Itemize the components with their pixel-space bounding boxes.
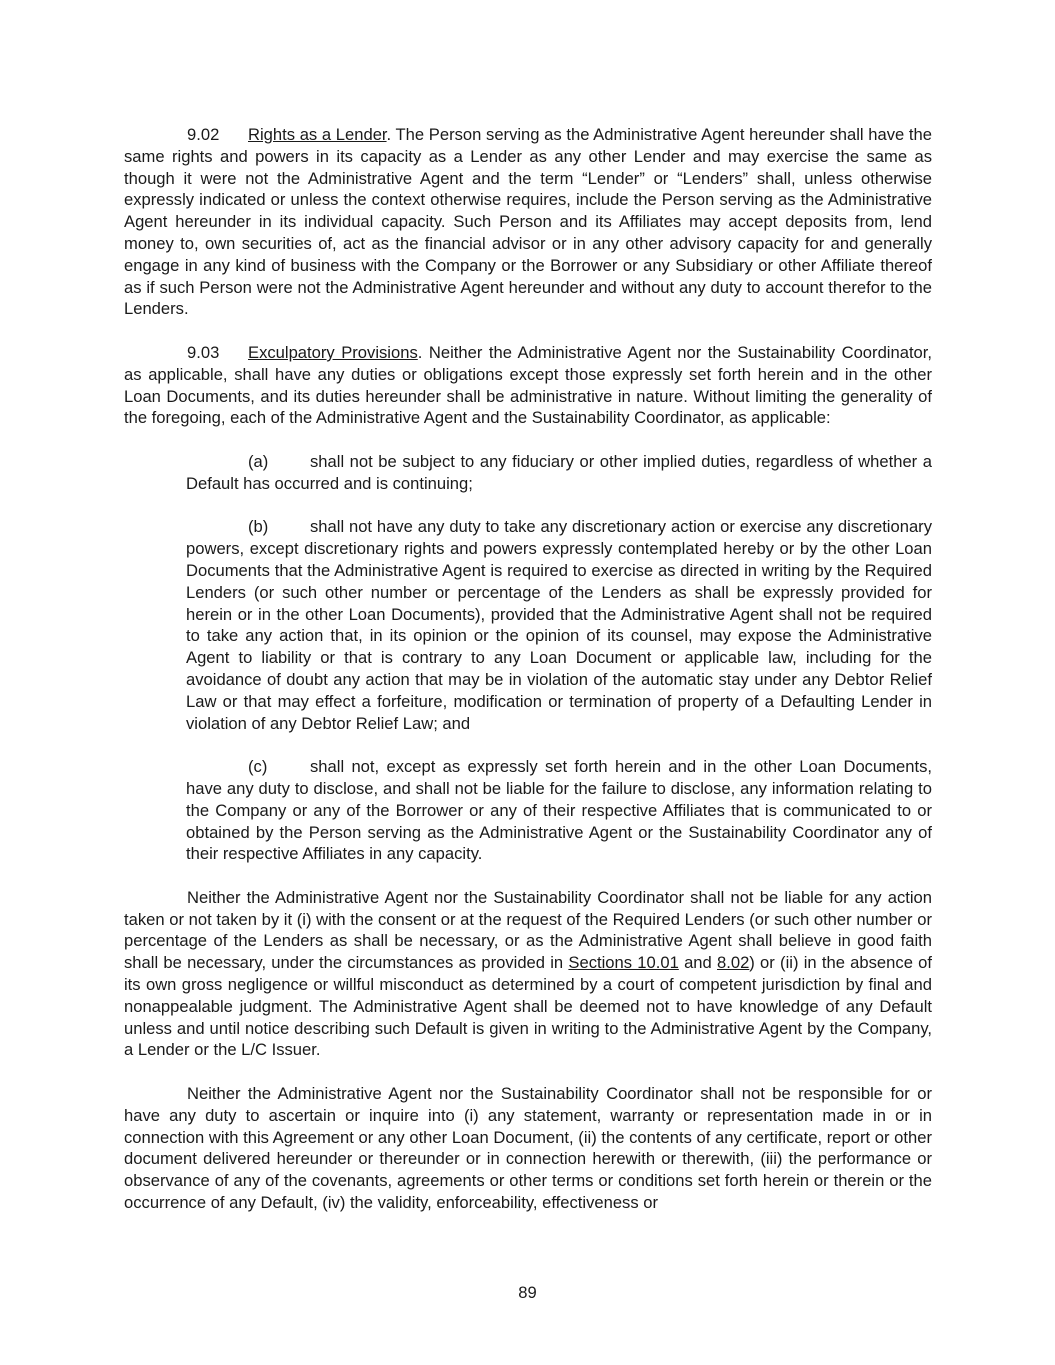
clause-c [186, 756, 932, 865]
paragraph-text: Neither the Administrative Agent nor the Sustainability Coordinator shall not be responsible for or have any duty to ascertain or inquire into (i) any statement, warranty or representation made in or in connection with this Agreement or any other Loan Document, (ii) the contents of any certificate, report or other document delivered hereunder or thereunder or in connection herewith or therewith, (iii) the performance or observance of any of the covenants, agreements or other terms or conditions set forth herein or therein or the occurrence of any Default, (iv) the validity, enforceability, effectiveness or [124, 1084, 932, 1213]
document-body [124, 124, 932, 1236]
responsibility-paragraph [124, 1083, 932, 1214]
section-number: 9.03 [187, 342, 220, 362]
clause-label: (c) [248, 757, 268, 777]
paragraph-text: Neither the Administrative Agent nor the Sustainability Coordinator shall not be liable for any action taken or not taken by it (i) with the consent or at the request of the Required Lenders (or such other number or percentage of the Lenders as shall be necessary, or as the Administrative Agent shall believe in good faith shall be necessary, under the circumstances as provided in [124, 887, 932, 973]
clause-label: (b) [248, 517, 269, 537]
clause-label: (a) [248, 451, 269, 471]
section-9-02-paragraph [124, 124, 932, 320]
section-reference: Sections 10.01 [568, 953, 679, 973]
section-reference: 8.02 [717, 953, 750, 973]
clause-text: shall not have any duty to take any discretionary action or exercise any discretionary powers, except discretionary rights and powers expressly contemplated hereby or by the other Loan Documents that the Administrative Agent is required to exercise as directed in writing by the Required Lenders (or such other number or percentage of the Lenders as shall be expressly provided for herein or in the other Loan Documents), provided that the Administrative Agent shall not be required to take any action that, in its opinion or the opinion of its counsel, may expose the Administrative Agent to liability or that is contrary to any Loan Document or applicable law, including for the avoidance of doubt any action that may be in violation of the automatic stay under any Debtor Relief Law or that may effect a forfeiture, modification or termination of property of a Defaulting Lender in violation of any Debtor Relief Law; and [186, 517, 932, 733]
liability-paragraph [124, 887, 932, 1061]
section-heading: Exculpatory Provisions [248, 342, 418, 362]
section-number: 9.02 [187, 125, 220, 144]
clause-text: shall not, except as expressly set forth herein and in the other Loan Documents, have any duty to disclose, and shall not be liable for the failure to disclose, any information relating to the Company or any of the Borrower or any of their respective Affiliates that is communicated to or obtained by the Person serving as the Administrative Agent or the Sustainability Coordinator any of their respective Affiliates in any capacity. [186, 757, 932, 864]
clause-text: shall not be subject to any fiduciary or other implied duties, regardless of whether a Default has occurred and is continuing; [186, 451, 932, 493]
section-9-03-paragraph [124, 342, 932, 429]
section-text: . Neither the Administrative Agent nor the Sustainability Coordinator, as applicable, shall have any duties or obligations except those expressly set forth herein and in the other Loan Documents, and its duties hereunder shall be administrative in nature. Without limiting the generality of the foregoing, each of the Administrative Agent and the Sustainability Coordinator, as applicable: [124, 342, 932, 428]
section-text: . The Person serving as the Administrative Agent hereunder shall have the same rights and powers in its capacity as a Lender as any other Lender and may exercise the same as though it were not the Administrative Agent and the term “Lender” or “Lenders” shall, unless otherwise expressly indicated or unless the context otherwise requires, include the Person serving as the Administrative Agent hereunder in its individual capacity. Such Person and its Affiliates may accept deposits from, lend money to, own securities of, act as the financial advisor or in any other advisory capacity for and generally engage in any kind of business with the Company or the Borrower or any Subsidiary or other Affiliate thereof as if such Person were not the Administrative Agent hereunder and without any duty to account therefor to the Lenders. [124, 125, 932, 319]
clause-b [186, 516, 932, 734]
clause-a [186, 451, 932, 495]
section-heading: Rights as a Lender [248, 125, 387, 144]
paragraph-text: and [678, 953, 717, 973]
paragraph-text: ) or (ii) in the absence of its own gross negligence or willful misconduct as determined by a court of competent jurisdiction by final and nonappealable judgment. The Administrative Agent shall be deemed not to have knowledge of any Default unless and until notice describing such Default is given in writing to the Administrative Agent by the Company, a Lender or the L/C Issuer. [124, 953, 932, 1060]
page-number: 89 [518, 1283, 537, 1302]
